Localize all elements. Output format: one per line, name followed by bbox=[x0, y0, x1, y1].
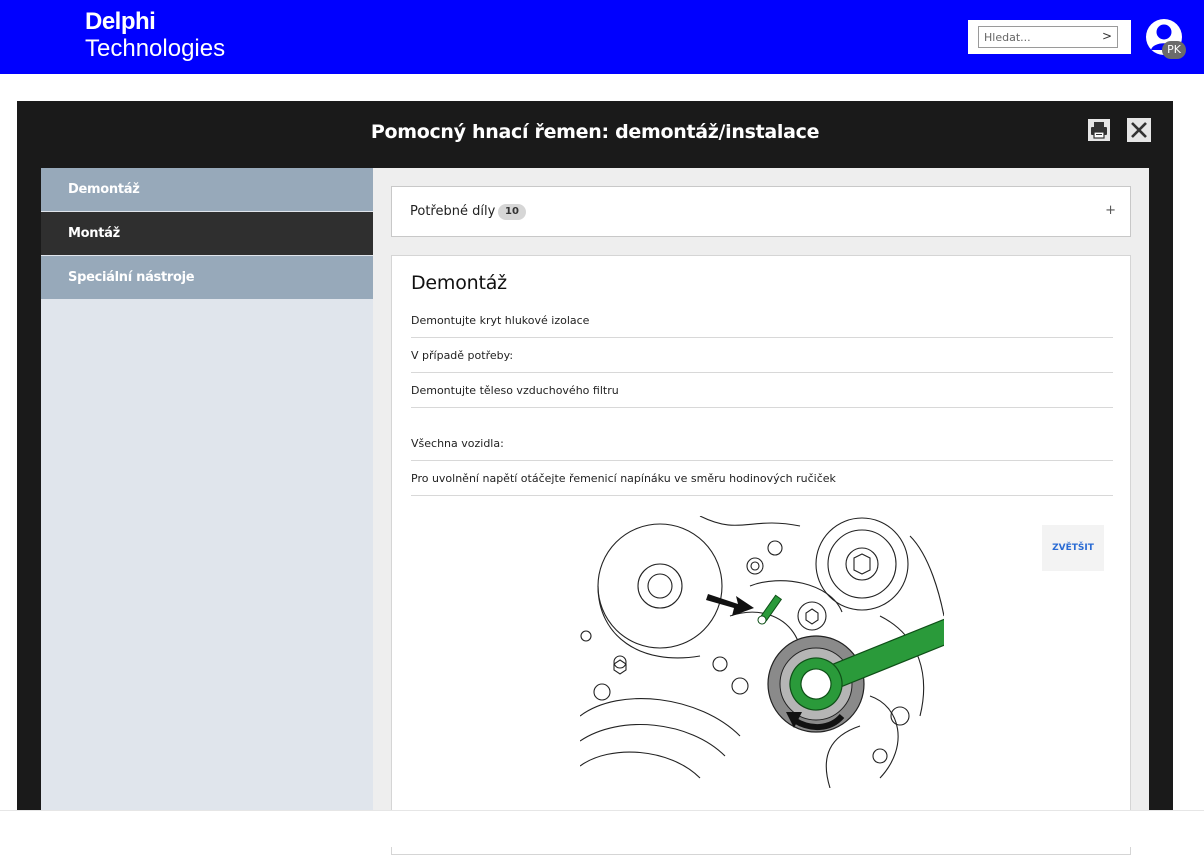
belt-tensioner-diagram bbox=[580, 516, 944, 788]
close-button[interactable] bbox=[1127, 118, 1151, 142]
divider bbox=[411, 372, 1113, 373]
brand-line-1: Delphi bbox=[85, 8, 156, 35]
content-pane bbox=[373, 168, 1149, 847]
page-bottom-area bbox=[0, 810, 1204, 847]
search-field-frame bbox=[978, 26, 1118, 48]
sidebar-item-montaz[interactable]: Montáž bbox=[41, 212, 373, 255]
divider bbox=[411, 495, 1113, 496]
close-icon bbox=[1127, 118, 1151, 142]
procedure-modal bbox=[17, 101, 1173, 847]
procedure-card bbox=[391, 255, 1131, 855]
step-text: Všechna vozidla: bbox=[411, 437, 504, 450]
parts-count-badge: 10 bbox=[498, 204, 526, 220]
print-icon bbox=[1088, 119, 1110, 141]
required-parts-label: Potřebné díly bbox=[410, 204, 496, 219]
user-avatar[interactable] bbox=[1146, 19, 1182, 55]
brand-logo[interactable] bbox=[85, 10, 225, 61]
modal-title: Pomocný hnací řemen: demontáž/instalace bbox=[370, 121, 820, 143]
search-input[interactable] bbox=[979, 27, 1094, 47]
brand-line-2: Technologies bbox=[85, 35, 226, 62]
print-button[interactable] bbox=[1088, 119, 1110, 141]
divider bbox=[0, 810, 1204, 811]
sidebar-item-specialni-nastroje[interactable]: Speciální nástroje bbox=[41, 256, 373, 299]
zoom-button[interactable]: ZVĚTŠIT bbox=[1042, 525, 1104, 571]
step-text: V případě potřeby: bbox=[411, 349, 514, 362]
section-heading: Demontáž bbox=[411, 272, 507, 294]
step-text: Demontujte kryt hlukové izolace bbox=[411, 314, 590, 327]
step-text: Demontujte těleso vzduchového filtru bbox=[411, 384, 619, 397]
search-submit-icon[interactable]: > bbox=[1101, 29, 1112, 43]
required-parts-panel[interactable] bbox=[391, 186, 1131, 237]
expand-plus-icon[interactable]: + bbox=[1105, 203, 1116, 218]
search-box bbox=[968, 20, 1131, 54]
step-text: Pro uvolnění napětí otáčejte řemenicí napínáku ve směru hodinových ručiček bbox=[411, 472, 836, 485]
divider bbox=[411, 407, 1113, 408]
sidebar-item-demontaz[interactable]: Demontáž bbox=[41, 168, 373, 211]
top-bar bbox=[0, 0, 1204, 74]
sidebar bbox=[41, 168, 373, 847]
divider bbox=[411, 337, 1113, 338]
divider bbox=[411, 460, 1113, 461]
user-initials-badge: PK bbox=[1162, 41, 1186, 59]
